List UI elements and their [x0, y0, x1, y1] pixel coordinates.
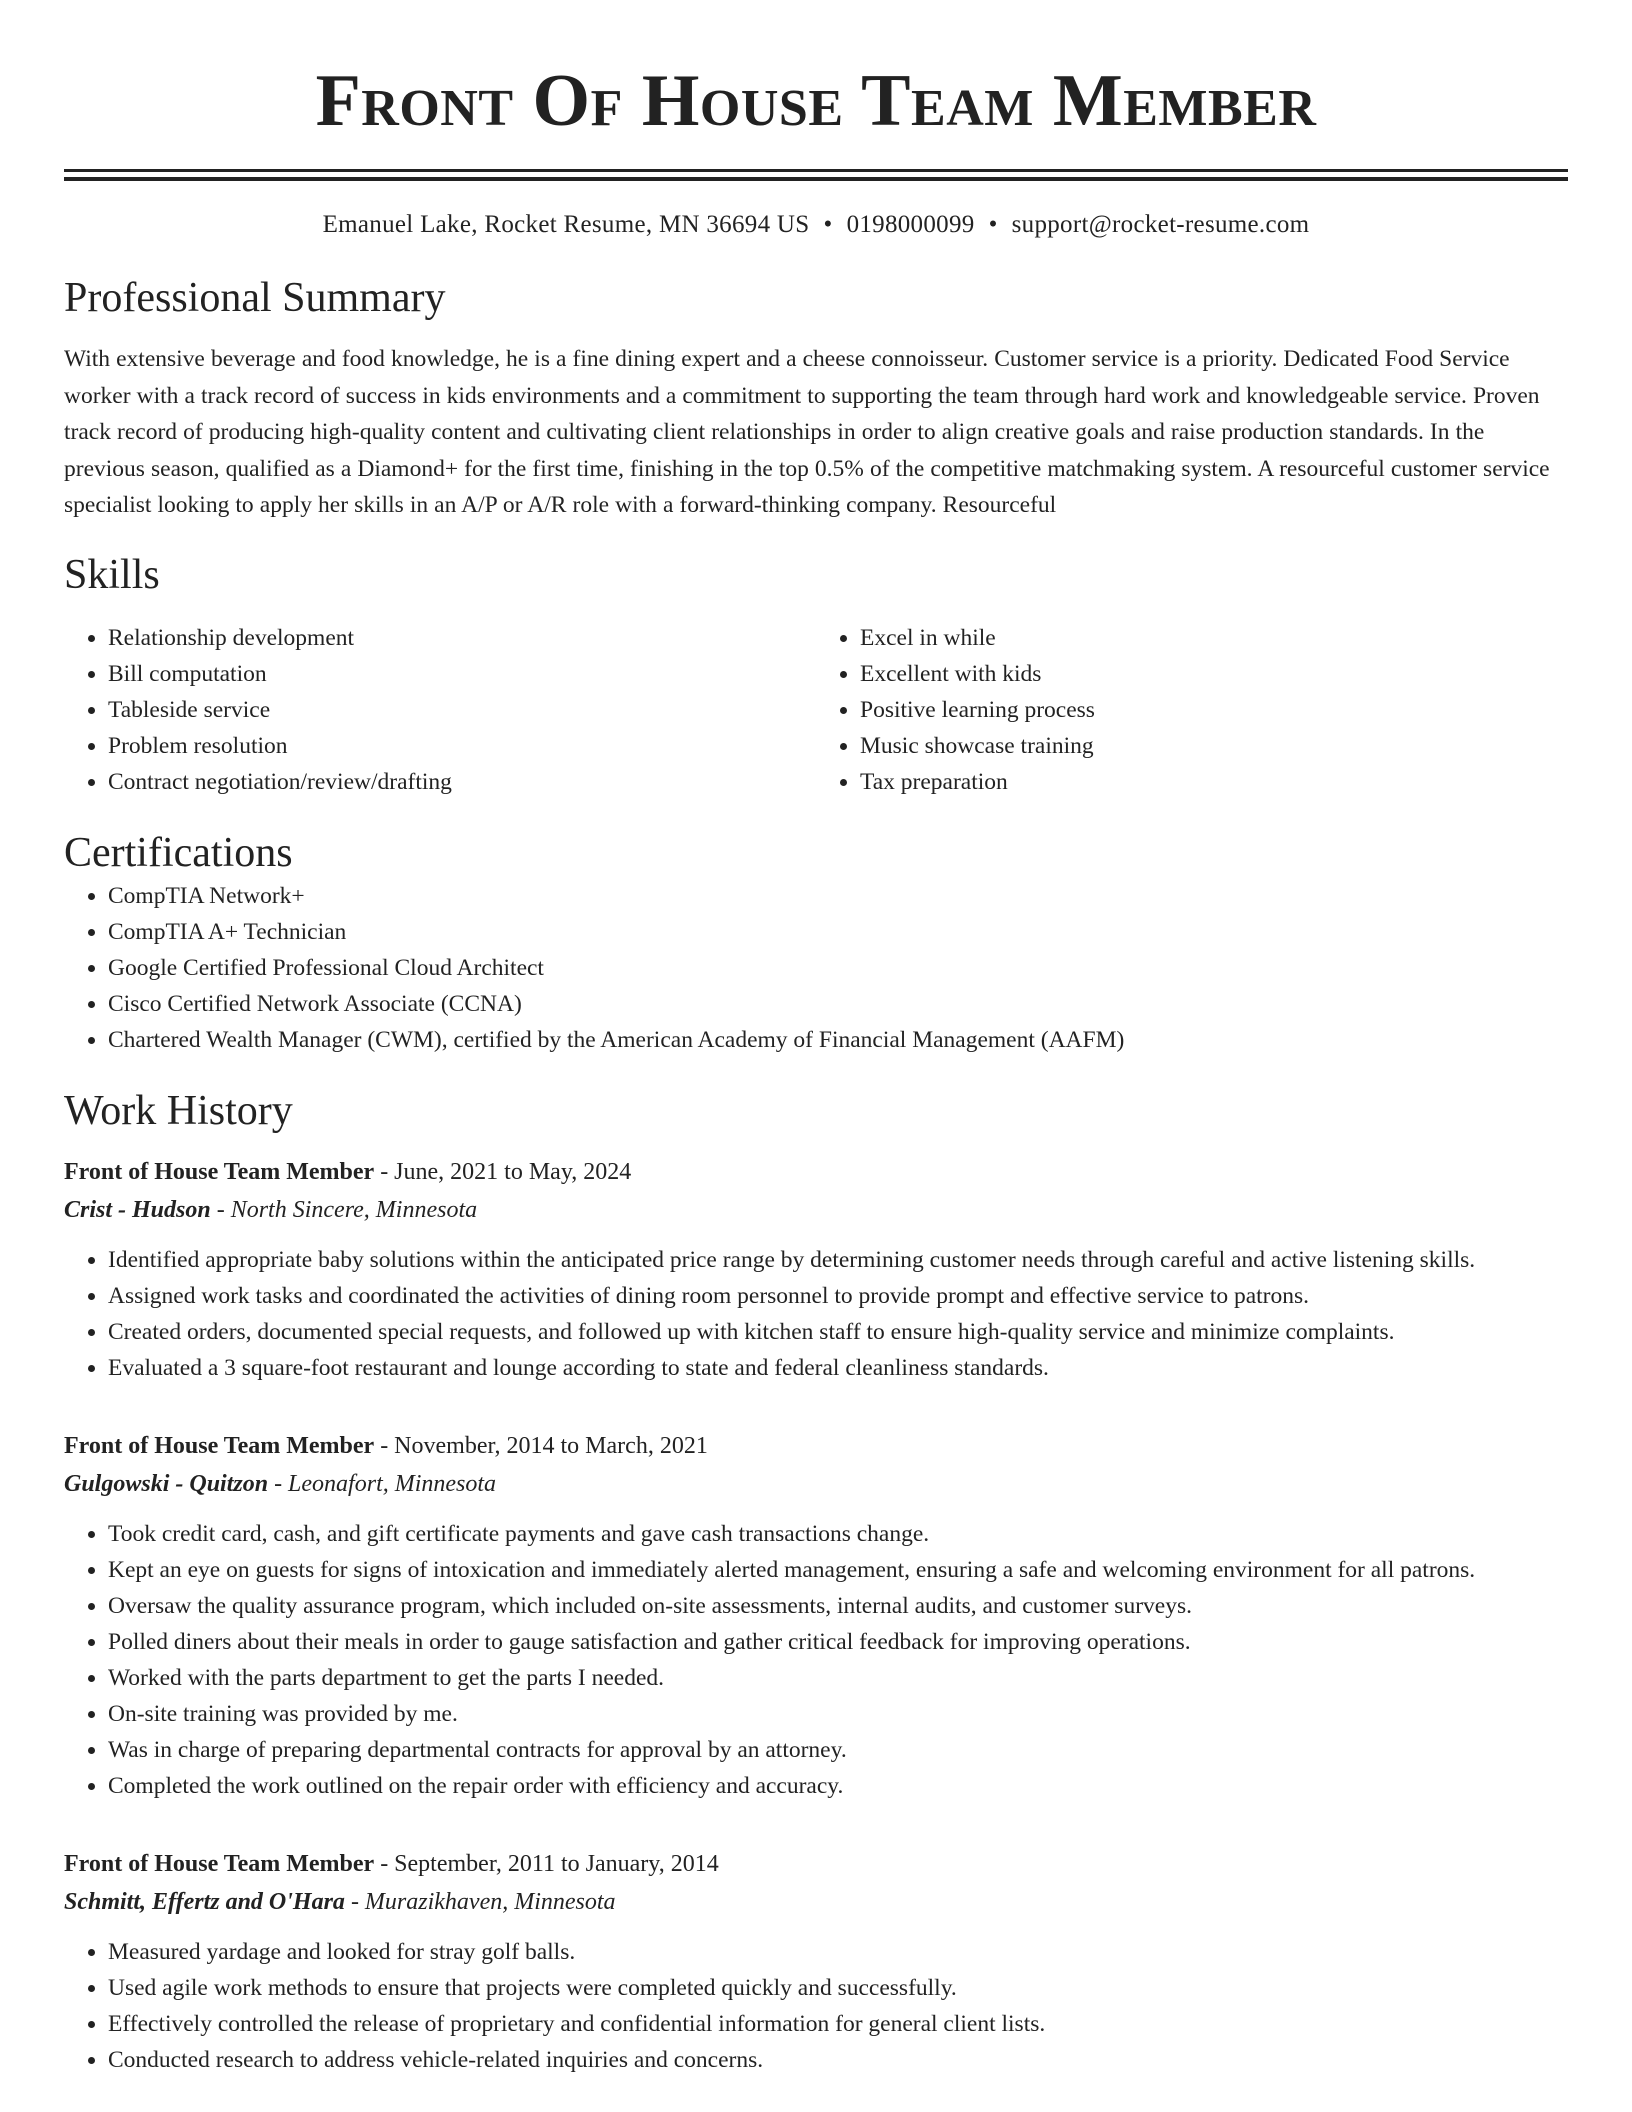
- skills-heading: Skills: [64, 551, 160, 598]
- contact-line: [64, 209, 1568, 241]
- job-entry: [64, 1846, 1568, 2078]
- job-bullet: • Took credit card, cash, and gift certificate payments and gave cash transactions change.: [108, 1516, 1568, 1552]
- contact-phone: 0198000099: [846, 211, 975, 238]
- resume-title: Front Of House Team Member: [315, 60, 1317, 142]
- job-bullet: • Was in charge of preparing departmental contracts for approval by an attorney.: [108, 1732, 1568, 1768]
- skills-list-right: [816, 620, 1568, 800]
- job-dates: - June, 2021 to May, 2024: [374, 1158, 632, 1185]
- job-title-line: [64, 1154, 1568, 1190]
- work-history-heading: Work History: [64, 1087, 293, 1134]
- job-dates: - November, 2014 to March, 2021: [374, 1432, 708, 1459]
- skill-item: • Positive learning process: [860, 692, 1568, 728]
- job-bullets: [64, 1242, 1568, 1386]
- certifications-list: [64, 878, 1568, 1058]
- job-location: - Leonafort, Minnesota: [268, 1470, 497, 1497]
- job-bullet: • Used agile work methods to ensure that projects were completed quickly and successfully.: [108, 1970, 1568, 2006]
- contact-address: Emanuel Lake, Rocket Resume, MN 36694 US: [322, 211, 810, 238]
- skill-item: • Relationship development: [108, 620, 816, 656]
- skills-list-left: [64, 620, 816, 800]
- certifications-section: [64, 828, 1568, 1058]
- contact-separator: •: [823, 211, 833, 238]
- certifications-heading: Certifications: [64, 829, 293, 876]
- title-divider: [64, 169, 1568, 181]
- job-bullet: • Created orders, documented special requests, and followed up with kitchen staff to ensure high-quality service and minimize complaints.: [108, 1314, 1568, 1350]
- skills-grid: [64, 620, 1568, 800]
- certification-item: • Chartered Wealth Manager (CWM), certified by the American Academy of Financial Management (AAFM): [108, 1022, 1568, 1058]
- job-role: Front of House Team Member: [64, 1432, 375, 1459]
- contact-email: support@rocket-resume.com: [1011, 211, 1310, 238]
- certification-item: • Google Certified Professional Cloud Architect: [108, 950, 1568, 986]
- summary-section: [64, 273, 1568, 524]
- skills-section: [64, 550, 1568, 800]
- job-location: - Murazikhaven, Minnesota: [344, 1888, 616, 1915]
- job-title-line: [64, 1846, 1568, 1882]
- job-bullet: • Identified appropriate baby solutions within the anticipated price range by determining customer needs through careful and active listening skills.: [108, 1242, 1568, 1278]
- job-title-line: [64, 1428, 1568, 1464]
- skill-item: • Music showcase training: [860, 728, 1568, 764]
- job-bullet: • Oversaw the quality assurance program, which included on-site assessments, internal audits, and customer surveys.: [108, 1588, 1568, 1624]
- job-location: - North Sincere, Minnesota: [210, 1196, 478, 1223]
- job-role: Front of House Team Member: [64, 1158, 375, 1185]
- job-role: Front of House Team Member: [64, 1850, 375, 1877]
- job-company-line: [64, 1190, 1568, 1230]
- certification-item: • CompTIA Network+: [108, 878, 1568, 914]
- job-entry: [64, 1428, 1568, 1804]
- job-entry: [64, 1154, 1568, 1386]
- skill-item: • Excellent with kids: [860, 656, 1568, 692]
- skill-item: • Tableside service: [108, 692, 816, 728]
- work-history-section: [64, 1086, 1568, 2078]
- summary-text: With extensive beverage and food knowledge, he is a fine dining expert and a cheese connoisseur. Customer service is a priority. Dedicated Food Service worker with a track record of success in kids environments and a commitment to supporting the team through hard work and knowledgeable service. Proven track record of producing high-quality content and cultivating client relationships in order to align creative goals and raise production standards. In the previous season, qualified as a Diamond+ for the first time, finishing in the top 0.5% of the competitive matchmaking system. A resourceful customer service specialist looking to apply her skills in an A/P or A/R role with a forward-thinking company. Resourceful: [64, 346, 1550, 518]
- skill-item: • Contract negotiation/review/drafting: [108, 764, 816, 800]
- job-bullet: • Evaluated a 3 square-foot restaurant and lounge according to state and federal cleanliness standards.: [108, 1350, 1568, 1386]
- job-company: Schmitt, Effertz and O'Hara: [64, 1888, 345, 1915]
- job-company-line: [64, 1464, 1568, 1504]
- job-bullet: • Kept an eye on guests for signs of intoxication and immediately alerted management, ensuring a safe and welcoming environment for all patrons.: [108, 1552, 1568, 1588]
- job-bullet: • Measured yardage and looked for stray golf balls.: [108, 1934, 1568, 1970]
- job-company-line: [64, 1882, 1568, 1922]
- certification-item: • Cisco Certified Network Associate (CCNA): [108, 986, 1568, 1022]
- job-bullet: • Conducted research to address vehicle-related inquiries and concerns.: [108, 2042, 1568, 2078]
- job-bullets: [64, 1516, 1568, 1804]
- job-bullet: • Worked with the parts department to get the parts I needed.: [108, 1660, 1568, 1696]
- job-dates: - September, 2011 to January, 2014: [374, 1850, 719, 1877]
- summary-heading: Professional Summary: [64, 275, 446, 321]
- skill-item: • Excel in while: [860, 620, 1568, 656]
- job-bullet: • Polled diners about their meals in order to gauge satisfaction and gather critical feedback for improving operations.: [108, 1624, 1568, 1660]
- job-bullets: [64, 1934, 1568, 2078]
- job-bullet: • Assigned work tasks and coordinated the activities of dining room personnel to provide prompt and effective service to patrons.: [108, 1278, 1568, 1314]
- contact-separator: •: [988, 211, 998, 238]
- job-company: Gulgowski - Quitzon: [64, 1470, 269, 1497]
- certification-item: • CompTIA A+ Technician: [108, 914, 1568, 950]
- skill-item: • Tax preparation: [860, 764, 1568, 800]
- job-bullet: • On-site training was provided by me.: [108, 1696, 1568, 1732]
- job-company: Crist - Hudson: [64, 1196, 211, 1223]
- job-bullet: • Completed the work outlined on the repair order with efficiency and accuracy.: [108, 1768, 1568, 1804]
- skill-item: • Bill computation: [108, 656, 816, 692]
- skill-item: • Problem resolution: [108, 728, 816, 764]
- job-bullet: • Effectively controlled the release of proprietary and confidential information for general client lists.: [108, 2006, 1568, 2042]
